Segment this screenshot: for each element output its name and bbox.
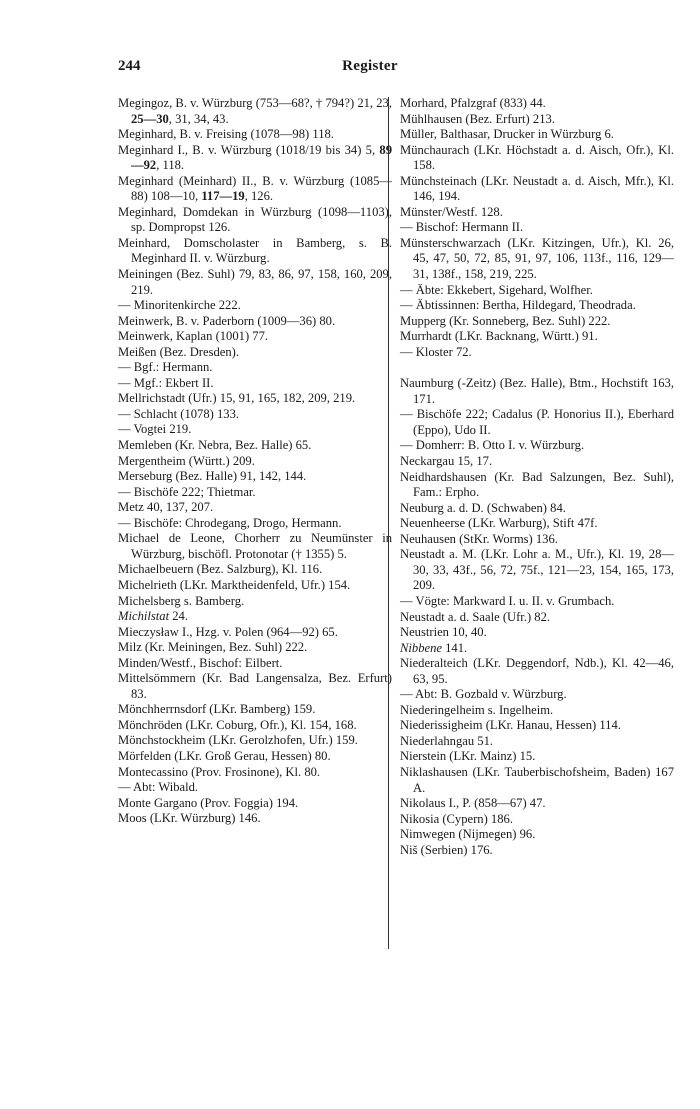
entry-text: Neuenheerse (LKr. Warburg), Stift 47f. [400,516,598,531]
entry-text: Münchsteinach (LKr. Neustadt a. d. Aisch, Mfr.), Kl. 146, 194. [400,173,674,204]
entry-text: Meißen (Bez. Dresden). [118,344,239,359]
index-entry [118,174,392,205]
index-entry [118,531,392,562]
main-reference: 117—19 [201,189,245,204]
entry-text: Münchaurach (LKr. Höchstadt a. d. Aisch, Ofr.), Kl. 158. [400,142,674,173]
entry-text: Mühlhausen (Bez. Erfurt) 213. [400,111,555,126]
index-entry [400,749,674,765]
entry-text: Münster/Westf. 128. [400,204,503,219]
index-entry [400,532,674,548]
index-entry [400,812,674,828]
entry-text: Neustrien 10, 40. [400,625,487,640]
index-entry [118,500,392,516]
entry-text: — Bischöfe 222; Cadalus (P. Honorius II.), Eberhard (Eppo), Udo II. [400,407,674,437]
entry-text: Mönchröden (LKr. Coburg, Ofr.), Kl. 154, 168. [118,717,357,732]
entry-text: — Abt: B. Gozbald v. Würzburg. [400,687,567,702]
entry-text: Neustadt a. d. Saale (Ufr.) 82. [400,609,551,624]
entry-text: Niederalteich (LKr. Deggendorf, Ndb.), Kl. 42—46, 63, 95. [400,656,674,686]
index-entry [118,733,392,749]
historic-name: Nibbene [400,640,442,655]
entry-text: — Äbte: Ekkebert, Sigehard, Wolfher. [400,282,593,297]
entry-text: Müller, Balthasar, Drucker in Würzburg 6. [400,127,614,142]
index-entry [118,656,392,672]
left-index-column [118,96,392,827]
index-entry [118,422,392,438]
index-entry [118,438,392,454]
entry-text: Memleben (Kr. Nebra, Bez. Halle) 65. [118,438,312,453]
entry-text: Nierstein (LKr. Mainz) 15. [400,749,536,764]
index-entry [118,516,392,532]
entry-text: Mellrichstadt (Ufr.) 15, 91, 165, 182, 209, 219. [118,391,356,406]
index-entry [118,765,392,781]
index-entry [118,360,392,376]
index-entry [400,314,674,330]
entry-text: Niš (Serbien) 176. [400,842,493,857]
index-entry [118,749,392,765]
entry-text: Michaelbeuern (Bez. Salzburg), Kl. 116. [118,562,323,577]
index-entry [400,625,674,641]
index-entry [400,174,674,205]
entry-text: — Abt: Wibald. [118,780,199,795]
index-entry [400,594,674,610]
index-entry [400,827,674,843]
index-entry [118,407,392,423]
entry-text: Mönchstockheim (LKr. Gerolzhofen, Ufr.) 159. [118,733,358,748]
entry-text: 141. [441,640,468,655]
entry-text: Morhard, Pfalzgraf (833) 44. [400,96,546,110]
index-entry [400,329,674,345]
index-entry [400,796,674,812]
entry-text: — Mgf.: Ekbert II. [118,375,214,390]
index-entry [400,345,674,361]
main-reference: 25—30 [131,111,169,126]
column-divider [388,97,389,949]
index-entry [118,811,392,827]
entry-text: — Äbtissinnen: Bertha, Hildegard, Theodrada. [400,298,636,313]
running-head: Register [342,58,398,74]
index-entry [400,765,674,796]
index-entry [400,283,674,299]
index-entry [118,345,392,361]
entry-text: Metz 40, 137, 207. [118,500,214,515]
entry-text: — Vogtei 219. [118,422,192,437]
index-entry [400,547,674,594]
index-entry [118,314,392,330]
entry-text: Meiningen (Bez. Suhl) 79, 83, 86, 97, 158, 160, 209, 219. [118,267,392,297]
index-entry [400,127,674,143]
entry-text: , 126. [244,189,274,204]
entry-text: Meginhard, Domdekan in Würzburg (1098—1103), sp. Dompropst 126. [118,204,392,235]
index-entry [400,438,674,454]
entry-text: — Schlacht (1078) 133. [118,406,240,421]
index-entry [118,298,392,314]
index-entry [118,796,392,812]
main-reference: 89—92 [131,142,392,173]
index-entry [400,298,674,314]
index-entry [400,718,674,734]
index-entry [118,267,392,298]
entry-text: Milz (Kr. Meiningen, Bez. Suhl) 222. [118,640,308,655]
entry-text: Michelsberg s. Bamberg. [118,593,245,608]
entry-text: Nimwegen (Nijmegen) 96. [400,827,536,842]
index-entry [118,376,392,392]
entry-text: Montecassino (Prov. Frosinone), Kl. 80. [118,764,321,779]
index-entry [118,609,392,625]
entry-text: Meginhard I., B. v. Würzburg (1018/19 bis 34) 5, [118,142,380,157]
entry-text: Nikosia (Cypern) 186. [400,811,513,826]
index-entry [118,594,392,610]
entry-text: , 118. [156,158,185,173]
index-entry [400,143,674,174]
entry-text: Mergentheim (Württ.) 209. [118,453,255,468]
entry-text: — Bischöfe: Chrodegang, Drogo, Hermann. [118,515,342,530]
entry-text: Neidhardshausen (Kr. Bad Salzungen, Bez. Suhl), Fam.: Erpho. [400,469,674,500]
section-gap [400,360,674,376]
index-entry [400,205,674,221]
entry-text: , 31, 34, 43. [168,111,229,126]
index-entry [118,329,392,345]
index-entry [400,96,674,112]
entry-text: Niklashausen (LKr. Tauberbischofsheim, Baden) 167 A. [400,764,674,795]
index-entry [118,454,392,470]
entry-text: Meginhard, B. v. Freising (1078—98) 118. [118,127,334,142]
entry-text: Niederlahngau 51. [400,733,494,748]
entry-text: — Bischof: Hermann II. [400,220,524,235]
entry-text: — Minoritenkirche 222. [118,298,241,313]
historic-name: Michilstat [118,609,170,624]
entry-text: Naumburg (-Zeitz) (Bez. Halle), Btm., Hochstift 163, 171. [400,376,674,406]
entry-text: — Bischöfe 222; Thietmar. [118,484,256,499]
entry-text: Niederingelheim s. Ingelheim. [400,702,554,717]
entry-text: — Bgf.: Hermann. [118,360,213,375]
index-entry [118,485,392,501]
entry-text: 24. [169,609,188,624]
index-entry [400,407,674,438]
entry-text: Neuhausen (StKr. Worms) 136. [400,531,558,546]
index-entry [118,640,392,656]
entry-text: Megingoz, B. v. Würzburg (753—68?, † 794?) 21, 23, [118,96,392,110]
entry-text: — Vögte: Markward I. u. II. v. Grumbach. [400,593,615,608]
entry-text: Monte Gargano (Prov. Foggia) 194. [118,795,299,810]
entry-text: Neuburg a. d. D. (Schwaben) 84. [400,500,566,515]
index-entry [118,96,392,127]
entry-text: Mupperg (Kr. Sonneberg, Bez. Suhl) 222. [400,313,611,328]
index-entry [400,734,674,750]
entry-text: — Domherr: B. Otto I. v. Würzburg. [400,438,585,453]
index-entry [118,236,392,267]
entry-text: Merseburg (Bez. Halle) 91, 142, 144. [118,469,307,484]
index-entry [118,469,392,485]
entry-text: Moos (LKr. Würzburg) 146. [118,811,261,826]
index-entry [400,610,674,626]
index-entry [400,687,674,703]
entry-text: Michelrieth (LKr. Marktheidenfeld, Ufr.) 154. [118,577,351,592]
index-entry [400,501,674,517]
entry-text: Meginhard (Meinhard) II., B. v. Würzburg (1085—88) 108—10, [118,173,392,204]
entry-text: Minden/Westf., Bischof: Eilbert. [118,655,283,670]
entry-text: Niederissigheim (LKr. Hanau, Hessen) 114. [400,718,621,733]
index-entry [118,578,392,594]
entry-text: Neustadt a. M. (LKr. Lohr a. M., Ufr.), Kl. 19, 28—30, 33, 43f., 56, 72, 75f., 121—23, 154, 165, 173, 209. [400,547,674,593]
entry-text: Meinwerk, Kaplan (1001) 77. [118,329,269,344]
index-entry [400,112,674,128]
entry-text: Nikolaus I., P. (858—67) 47. [400,796,546,811]
index-entry [118,780,392,796]
entry-text: Münsterschwarzach (LKr. Kitzingen, Ufr.), Kl. 26, 45, 47, 50, 72, 85, 91, 97, 106, 113f., 116, 129—31, 138f., 158, 219, 225. [400,235,674,282]
page-number: 244 [118,58,141,74]
index-entry [118,391,392,407]
entry-text: Mittelsömmern (Kr. Bad Langensalza, Bez. Erfurt) 83. [118,671,392,701]
index-entry [400,470,674,501]
index-entry [400,656,674,687]
right-index-column [400,96,674,858]
index-entry [400,454,674,470]
index-entry [400,516,674,532]
index-entry [400,703,674,719]
entry-text: Michael de Leone, Chorherr zu Neumünster in Würzburg, bischöfl. Protonotar († 1355) 5. [118,531,392,561]
entry-text: Mönchherrnsdorf (LKr. Bamberg) 159. [118,702,316,717]
index-entry [400,376,674,407]
index-entry [400,236,674,283]
index-entry [400,220,674,236]
index-entry [400,843,674,859]
entry-text: Meinwerk, B. v. Paderborn (1009—36) 80. [118,313,336,328]
index-entry [118,127,392,143]
index-entry [118,205,392,236]
index-entry [118,671,392,702]
entry-text: Mörfelden (LKr. Groß Gerau, Hessen) 80. [118,748,331,763]
index-entry [118,625,392,641]
index-entry [118,143,392,174]
entry-text: Neckargau 15, 17. [400,454,493,469]
entry-text: Meinhard, Domscholaster in Bamberg, s. B. Meginhard II. v. Würzburg. [118,235,392,266]
entry-text: Murrhardt (LKr. Backnang, Württ.) 91. [400,329,598,344]
entry-text: Mieczysław I., Hzg. v. Polen (964—92) 65. [118,624,338,639]
index-entry [118,562,392,578]
index-entry [400,641,674,657]
entry-text: — Kloster 72. [400,344,472,359]
index-entry [118,702,392,718]
index-entry [118,718,392,734]
